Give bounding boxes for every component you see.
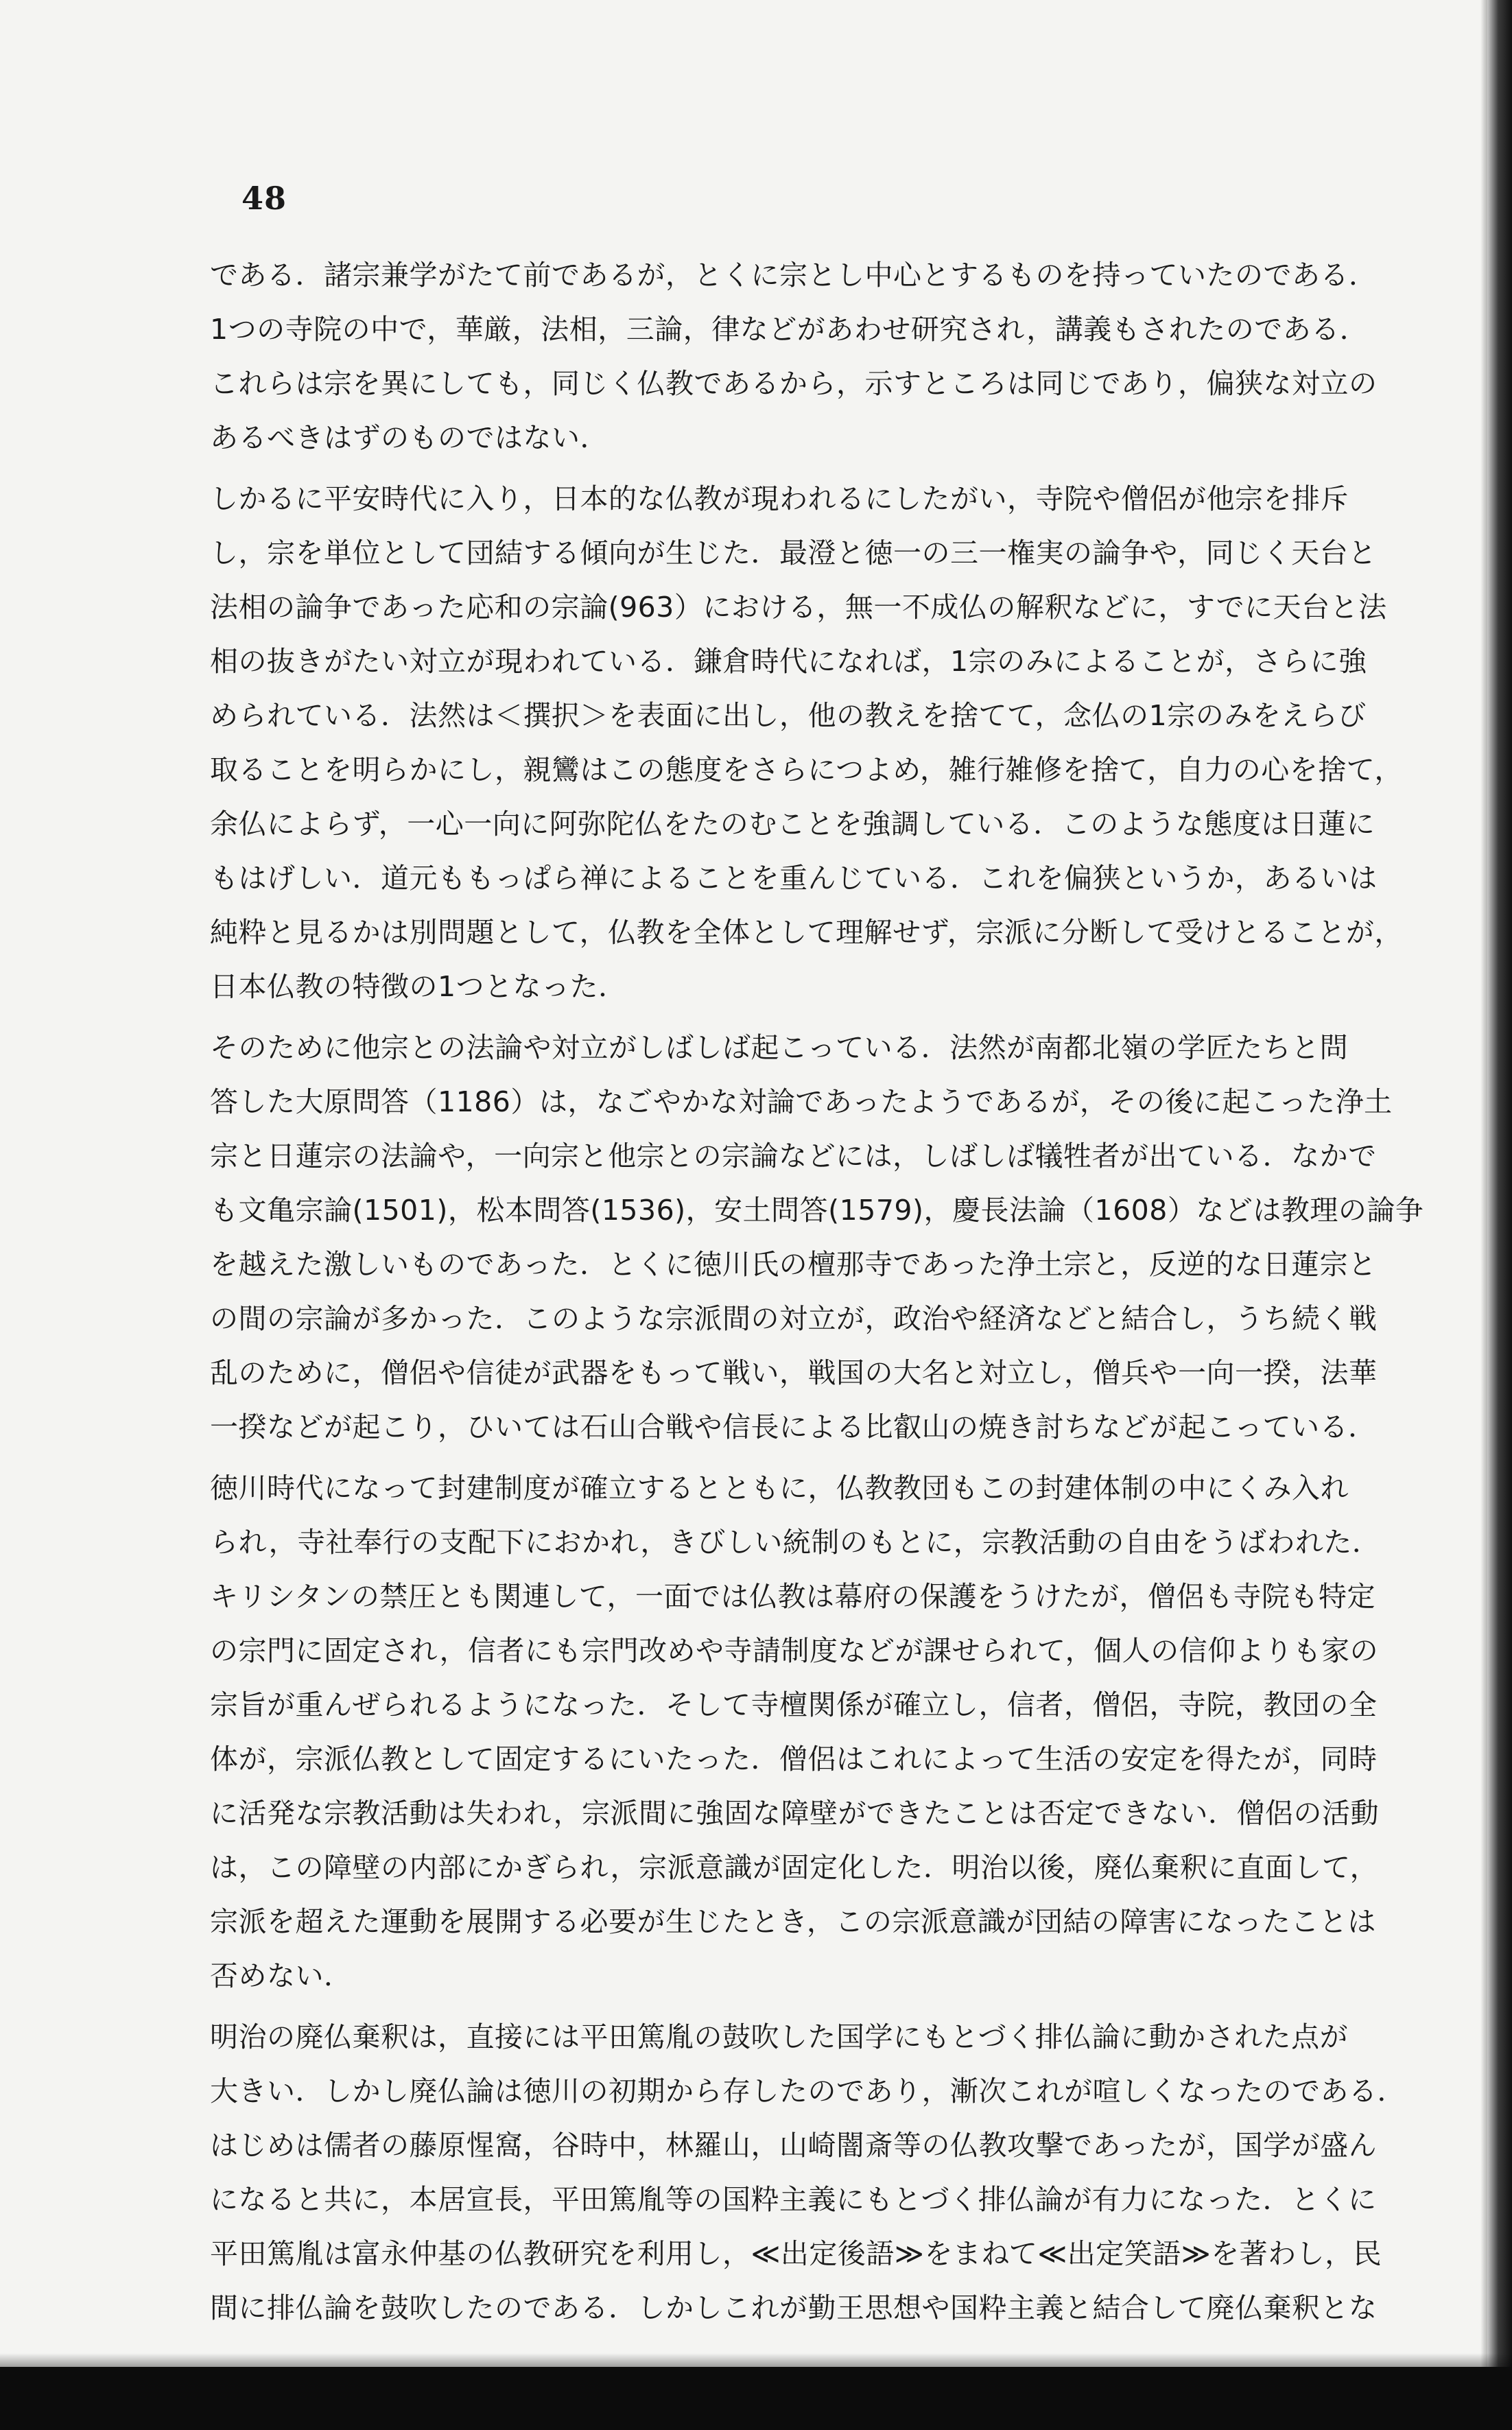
text-line: 宗と日蓮宗の法論や，一向宗と他宗との宗論などには，しばしば犠牲者が出ている．なかで <box>210 1140 1377 1172</box>
text-line: もはげしい．道元ももっぱら禅によることを重んじている．これを偏狭というか，あるいは <box>210 862 1378 895</box>
text-line: し，宗を単位として団結する傾向が生じた．最澄と徳一の三一権実の論争や，同じく天台と <box>210 536 1377 569</box>
text-line: キリシタンの禁圧とも関連して，一面では仏教は幕府の保護をうけたが，僧侶も寺院も特定 <box>210 1580 1376 1613</box>
text-line: 明治の廃仏棄釈は，直接には平田篤胤の鼓吹した国学にもとづく排仏論に動かされた点が <box>210 2020 1349 2053</box>
text-line: を越えた激しいものであった．とくに徳川氏の檀那寺であった浄土宗と，反逆的な日蓮宗と <box>210 1248 1377 1281</box>
text-line: 法相の論争であった応和の宗論(963）における，無一不成仏の解釈などに，すでに天台と法 <box>210 591 1387 624</box>
text-line: 間に排仏論を鼓吹したのである．しかしこれが勤王思想や国粋主義と結合して廃仏棄釈とな <box>210 2291 1378 2324</box>
paragraph-gap <box>210 2003 1445 2010</box>
text-line: はじめは儒者の藤原惺窩，谷時中，林羅山，山崎闇斎等の仏教攻撃であったが，国学が盛ん <box>210 2129 1378 2162</box>
text-line: あるべきはずのものではない． <box>210 421 609 454</box>
page-number: 48 <box>241 180 287 217</box>
text-line: そのために他宗との法論や対立がしばしば起こっている．法然が南都北嶺の学匠たちと問 <box>210 1031 1349 1064</box>
text-line: は，この障壁の内部にかぎられ，宗派意識が固定化した．明治以後，廃仏棄釈に直面して， <box>210 1851 1379 1884</box>
text-line: しかるに平安時代に入り，日本的な仏教が現われるにしたがい，寺院や僧侶が他宗を排斥 <box>210 482 1349 515</box>
text-line: 取ることを明らかにし，親鸞はこの態度をさらにつよめ，雑行雑修を捨て，自力の心を捨て， <box>210 753 1403 786</box>
paragraph-gap <box>210 1454 1445 1461</box>
text-line: 徳川時代になって封建制度が確立するとともに，仏教教団もこの封建体制の中にくみ入れ <box>210 1472 1349 1505</box>
text-line: 宗派を超えた運動を展開する必要が生じたとき，この宗派意識が団結の障害になったことは <box>210 1905 1376 1938</box>
text-line: 乱のために，僧侶や信徒が武器をもって戦い，戦国の大名と対立し，僧兵や一向一揆，法華 <box>210 1356 1378 1389</box>
text-line: 体が，宗派仏教として固定するにいたった．僧侶はこれによって生活の安定を得たが，同時 <box>210 1743 1378 1776</box>
text-line: の宗門に固定され，信者にも宗門改めや寺請制度などが課せられて，個人の信仰よりも家の <box>210 1634 1379 1667</box>
text-line: 答した大原問答（1186）は，なごやかな対論であったようであるが，その後に起こった浄土 <box>210 1085 1393 1118</box>
text-line: になると共に，本居宣長，平田篤胤等の国粋主義にもとづく排仏論が有力になった．とくに <box>210 2183 1377 2216</box>
text-line: 純粋と見るかは別問題として，仏教を全体として理解せず，宗派に分断して受けとることが， <box>210 916 1403 949</box>
scan-edge-bottom <box>0 2367 1512 2430</box>
text-line: に活発な宗教活動は失われ，宗派間に強固な障壁ができたことは否定できない．僧侶の活動 <box>210 1797 1379 1830</box>
paragraph-gap <box>210 465 1445 472</box>
text-line: 大きい．しかし廃仏論は徳川の初期から存したのであり，漸次これが喧しくなったのである． <box>210 2075 1406 2108</box>
text-line: 相の抜きがたい対立が現われている．鎌倉時代になれば，1宗のみによることが，さらに強 <box>210 645 1367 678</box>
text-line: られ，寺社奉行の支配下におかれ，きびしい統制のもとに，宗教活動の自由をうばわれた． <box>210 1526 1381 1559</box>
text-line: 平田篤胤は富永仲基の仏教研究を利用し，≪出定後語≫をまねて≪出定笑語≫を著わし，民 <box>210 2237 1382 2270</box>
text-line: められている．法然は＜撰択＞を表面に出し，他の教えを捨てて，念仏の1宗のみをえらび <box>210 699 1367 732</box>
text-line: である．諸宗兼学がたて前であるが，とくに宗とし中心とするものを持っていたのである． <box>210 259 1378 292</box>
scan-edge-shadow <box>1480 0 1487 2430</box>
text-line: 宗旨が重んぜられるようになった．そして寺檀関係が確立し，信者，僧侶，寺院，教団の全 <box>210 1688 1378 1721</box>
text-line: 日本仏教の特徴の1つとなった． <box>210 970 627 1003</box>
body-text <box>210 248 1445 2335</box>
text-line: 否めない． <box>210 1959 353 1992</box>
text-line: の間の宗論が多かった．このような宗派間の対立が，政治や経済などと結合し，うち続く戦 <box>210 1302 1378 1335</box>
scan-edge-right <box>1487 0 1512 2430</box>
text-line: 1つの寺院の中で，華厳，法相，三論，律などがあわせ研究され，講義もされたのである． <box>210 313 1369 346</box>
text-line: 余仏によらず，一心一向に阿弥陀仏をたのむことを強調している．このような態度は日蓮に <box>210 807 1375 840</box>
text-line: も文亀宗論(1501)，松本問答(1536)，安土問答(1579)，慶長法論（1608）などは教理の論争 <box>210 1194 1424 1227</box>
text-line: これらは宗を異にしても，同じく仏教であるから，示すところは同じであり，偏狭な対立の <box>210 367 1378 400</box>
paragraph-gap <box>210 1014 1445 1021</box>
text-line: 一揆などが起こり，ひいては石山合戦や信長による比叡山の焼き討ちなどが起こっている． <box>210 1411 1377 1443</box>
scan-edge-shadow <box>0 2353 1512 2367</box>
